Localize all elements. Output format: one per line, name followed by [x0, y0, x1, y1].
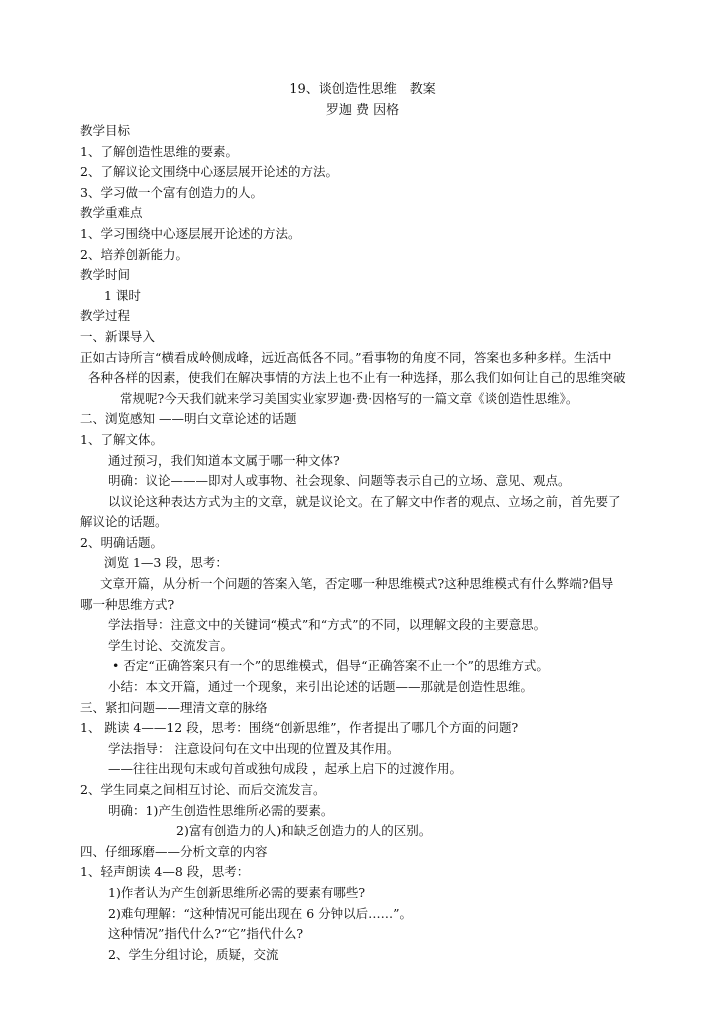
- step-heading-browse: 二、浏览感知 ——明白文章论述的话题: [80, 411, 297, 427]
- intro-paragraph-line-1: 正如古诗所言“横看成岭侧成峰，远近高低各不同。”看事物的角度不同，答案也多种多样。生活中: [80, 349, 612, 365]
- genre-explanation-line-2: 解议论的话题。: [80, 514, 168, 530]
- topic-question-line-2: 哪一种思维方式?: [80, 596, 175, 612]
- section-heading-process: 教学过程: [80, 308, 131, 324]
- objective-1: 1、了解创造性思维的要素。: [80, 143, 238, 159]
- clarify-point-2: 2)富有创造力的人)和缺乏创造力的人的区别。: [176, 823, 432, 839]
- skim-question: 1、 跳读 4——12 段，思考：围绕“创新思维”，作者提出了哪几个方面的问题?: [80, 720, 519, 736]
- document-title: 19、谈创造性思维 教案: [289, 82, 436, 97]
- objective-3: 3、学习做一个富有创造力的人。: [80, 184, 263, 200]
- sub-step-topic: 2、明确话题。: [80, 534, 163, 550]
- topic-question-line-1: 文章开篇，从分析一个问题的答案入笔，否定哪一种思维模式?这种思维模式有什么弊端?倡导: [100, 576, 614, 592]
- section-heading-key-points: 教学重难点: [80, 205, 143, 221]
- intro-paragraph-line-3: 常规呢?今天我们就来学习美国实业家罗迦·费·因格写的一篇文章《谈创造性思维》。: [120, 390, 579, 406]
- class-hours: 1 课时: [104, 287, 141, 303]
- group-discussion: 2、学生分组讨论，质疑，交流: [108, 946, 279, 962]
- read-aloud-instruction: 1、轻声朗读 4—8 段，思考：: [80, 864, 250, 880]
- analysis-question-1: 1)作者认为产生创新思维所必需的要素有哪些?: [108, 884, 366, 900]
- key-point-2: 2、培养创新能力。: [80, 246, 188, 262]
- clarify-point-1: 明确：1)产生创造性思维所必需的要素。: [108, 802, 334, 818]
- section-heading-time: 教学时间: [80, 267, 131, 283]
- section-heading-objectives: 教学目标: [80, 123, 131, 138]
- document-authors: 罗迦 费 因格: [325, 103, 400, 118]
- genre-question: 通过预习，我们知道本文属于哪一种文体?: [108, 452, 340, 468]
- summary-statement: 小结：本文开篇，通过一个现象，来引出论述的话题——那就是创造性思维。: [108, 679, 534, 695]
- transition-explanation: ——往往出现句末或句首或独句成段 ，起承上启下的过渡作用。: [108, 761, 462, 777]
- analysis-question-3: 这种情况”指代什么?“它”指代什么?: [108, 926, 304, 942]
- study-guide-keywords: 学法指导：注意文中的关键词“模式”和“方式”的不同，以理解文段的主要意思。: [108, 617, 547, 633]
- key-point-1: 1、学习围绕中心逐层展开论述的方法。: [80, 225, 301, 241]
- genre-answer: 明确：议论———即对人或事物、社会现象、问题等表示自己的立场、意见、观点。: [108, 473, 571, 489]
- step-heading-structure: 三、紧扣问题——理清文章的脉络: [80, 699, 268, 715]
- objective-2: 2、了解议论文围绕中心逐层展开论述的方法。: [80, 164, 338, 180]
- intro-paragraph-line-2: 各种各样的因素，使我们在解决事情的方法上也不止有一种选择，那么我们如何让自己的思维突破: [88, 370, 626, 386]
- study-guide-questions: 学法指导： 注意设问句在文中出现的位置及其作用。: [108, 740, 400, 756]
- analysis-question-2: 2)难句理解：“这种情况可能出现在 6 分钟以后……”。: [108, 905, 413, 921]
- negation-statement: • 否定“正确答案只有一个”的思维模式，倡导“正确答案不止一个”的思维方式。: [112, 658, 549, 674]
- step-heading-analysis: 四、仔细琢磨——分析文章的内容: [80, 843, 268, 859]
- student-discussion: 学生讨论、交流发言。: [108, 637, 234, 653]
- sub-step-genre: 1、了解文体。: [80, 431, 163, 447]
- genre-explanation-line-1: 以议论这种表达方式为主的文章，就是议论文。在了解文中作者的观点、立场之前，首先要了: [108, 493, 621, 509]
- document-body: [80, 121, 652, 965]
- step-heading-intro: 一、新课导入: [80, 328, 156, 344]
- topic-browse-instruction: 浏览 1—3 段，思考：: [104, 555, 228, 571]
- pair-discussion: 2、学生同桌之间相互讨论、而后交流发言。: [80, 782, 326, 797]
